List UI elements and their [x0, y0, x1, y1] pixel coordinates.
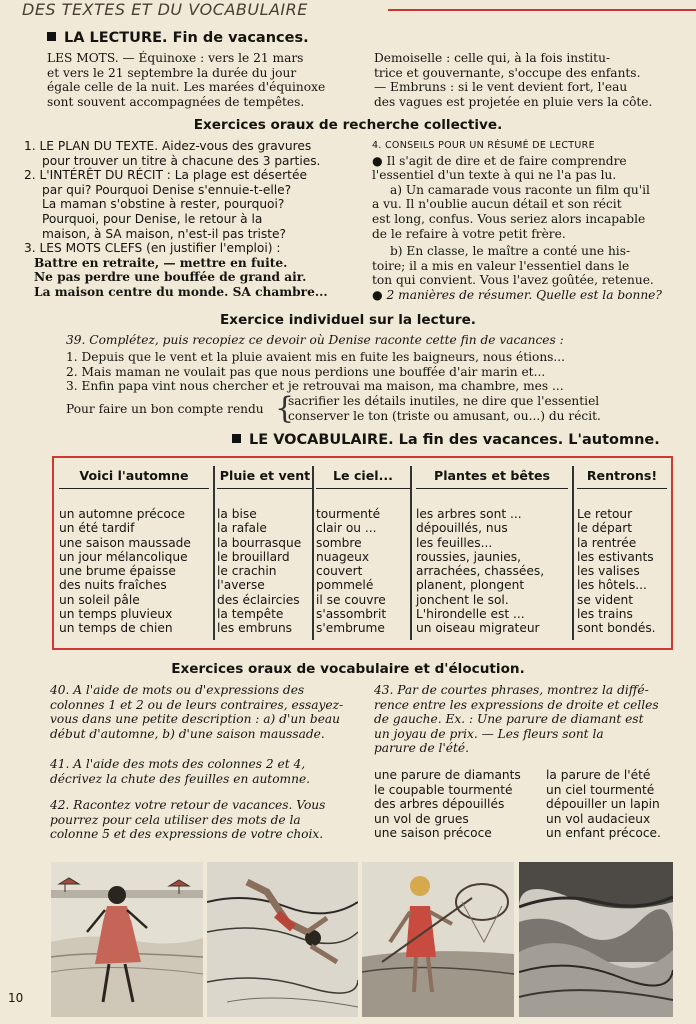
vocab-list — [217, 507, 313, 636]
vocab-item: des nuits fraîches — [59, 578, 167, 593]
vocab-item: les estivants — [577, 549, 654, 564]
vocab-item: dépouillés, nus — [416, 521, 508, 536]
column-divider — [572, 466, 574, 640]
vocab-item: la tempête — [217, 607, 284, 622]
oraux-right-column: 4. CONSEILS POUR UN RÉSUMÉ DE LECTURE ● Il s'agit de dire et de faire comprendre l'essentiel d'un texte à qui ne l'a pas lu. a) Un camarade vous raconte un film qu'il a vu. Il n'oublie aucun détail et son récit est long, confus. Vous seriez alors incapable de le refaire à votre petit frère. b) En classe, le maître a conté une his- toire; il a mis en valeur l'essentiel dans le ton qui convient. Vous l'avez goûtée, retenue. ● 2 manières de résumer. Quelle est la bonne? — [372, 140, 662, 302]
lecture-definitions-left: LES MOTS. — Équinoxe : vers le 21 mars et vers le 21 septembre la durée du jour égale celle de la nuit. Les marées d'équinoxe sont souvent accompagnées de tempêtes. — [47, 51, 326, 109]
vocab-item: clair ou ... — [316, 521, 377, 536]
vocab-item: un oiseau migrateur — [416, 621, 540, 636]
vocab-item: un été tardif — [59, 521, 135, 536]
vocab-list — [59, 507, 209, 636]
page-header: DES TEXTES ET DU VOCABULAIRE — [22, 0, 308, 19]
compte-rendu-rules: sacrifier les détails inutiles, ne dire que l'essentiel conserver le ton (triste ou amusant, ou...) du récit. — [288, 394, 601, 423]
exercise-39-items: 1. Depuis que le vent et la pluie avaient mis en fuite les baigneurs, nous étions... 2. Mais maman ne voulait pas que nous perdions une bouffée d'air marin et... 3. Enfin papa vint nous chercher et je retrouvai ma maison, ma chambre, mes ... — [66, 350, 566, 394]
vocab-item: la bise — [217, 507, 257, 521]
column-divider — [213, 466, 215, 640]
brace-icon: { — [275, 391, 295, 426]
exercise-39: 39. Complétez, puis recopiez ce devoir où Denise raconte cette fin de vacances : — [66, 333, 564, 347]
vocab-col-header: Le ciel... — [316, 466, 410, 489]
vocab-item: des éclaircies — [217, 592, 300, 607]
page-number: 10 — [8, 991, 24, 1005]
exercise-41: 41. A l'aide des mots des colonnes 2 et 4, décrivez la chute des feuilles en automne. — [50, 757, 311, 786]
illustration-swimmer — [207, 862, 358, 1017]
oraux-title: Exercices oraux de recherche collective. — [193, 117, 503, 133]
vocab-item: sont bondés. — [577, 621, 656, 636]
vocab-column-5 — [577, 466, 667, 640]
header-rule — [388, 9, 696, 11]
vocab-list — [577, 507, 667, 636]
vocab-item: la bourrasque — [217, 535, 302, 550]
elocution-title: Exercices oraux de vocabulaire et d'élocution. — [171, 661, 525, 677]
lecture-title: LA LECTURE. Fin de vacances. — [47, 30, 309, 46]
vocab-item: le départ — [577, 521, 632, 536]
vocab-item: un temps de chien — [59, 621, 173, 636]
bullet-square-icon — [232, 434, 241, 443]
vocab-table — [52, 456, 673, 650]
vocab-item: une saison maussade — [59, 535, 191, 550]
vocab-item: les valises — [577, 564, 640, 579]
vocab-column-4 — [416, 466, 568, 640]
vocab-list — [416, 507, 568, 636]
vocab-item: la rafale — [217, 521, 267, 536]
vocab-item: pommelé — [316, 578, 374, 593]
vocab-item: les feuilles... — [416, 535, 493, 550]
vocab-item: s'assombrit — [316, 607, 387, 622]
vocab-col-header: Voici l'automne — [59, 466, 209, 489]
vocab-item: il se couvre — [316, 592, 386, 607]
vocab-item: s'embrume — [316, 621, 385, 636]
vocab-item: un temps pluvieux — [59, 607, 173, 622]
vocab-item: planent, plongent — [416, 578, 525, 593]
illustration-stormy-sea — [519, 862, 673, 1017]
vocab-column-3 — [316, 466, 410, 640]
vocab-column-2 — [217, 466, 313, 640]
vocab-item: nuageux — [316, 549, 370, 564]
vocab-item: sombre — [316, 535, 362, 550]
bullet-square-icon — [47, 32, 56, 41]
vocab-item: les hôtels... — [577, 578, 647, 593]
column-divider — [312, 466, 314, 640]
pairs-right: la parure de l'été un ciel tourmenté dépouiller un lapin un vol audacieux un enfant précoce. — [546, 768, 661, 841]
vocab-item: se vident — [577, 592, 634, 607]
exercise-43: 43. Par de courtes phrases, montrez la diffé- rence entre les expressions de droite et celles de gauche. Ex. : Une parure de diamant est un joyau de prix. — Les fleurs sont la parure de l'été. — [374, 683, 659, 756]
vocab-list — [316, 507, 410, 636]
vocab-column-1 — [59, 466, 209, 640]
vocab-item: L'hirondelle est ... — [416, 607, 525, 622]
pairs-left: une parure de diamants le coupable tourmenté des arbres dépouillés un vol de grues une saison précoce — [374, 768, 521, 841]
vocab-item: arrachées, chassées, — [416, 564, 545, 579]
vocab-item: un soleil pâle — [59, 592, 140, 607]
illustration-girl-with-net — [362, 862, 514, 1017]
exercise-40: 40. A l'aide de mots ou d'expressions des colonnes 1 et 2 ou de leurs contraires, essayez- vous dans une petite description : a) d'un beau début d'automne, b) d'une saison maussade. — [50, 683, 344, 741]
vocab-item: une brume épaisse — [59, 564, 176, 579]
vocab-item: les embruns — [217, 621, 293, 636]
vocab-item: le brouillard — [217, 549, 290, 564]
vocab-item: la rentrée — [577, 535, 637, 550]
vocab-item: les arbres sont ... — [416, 507, 522, 521]
vocab-item: un automne précoce — [59, 507, 186, 521]
vocab-item: Le retour — [577, 507, 633, 521]
vocab-item: jonchent le sol. — [416, 592, 509, 607]
vocab-col-header: Plantes et bêtes — [416, 466, 568, 489]
vocab-col-header: Pluie et vent — [217, 466, 313, 489]
compte-rendu-label: Pour faire un bon compte rendu — [66, 402, 264, 416]
vocab-item: les trains — [577, 607, 633, 622]
vocab-item: tourmenté — [316, 507, 381, 521]
illustration-girl-on-beach — [51, 862, 203, 1017]
vocab-item: un jour mélancolique — [59, 549, 188, 564]
vocab-item: couvert — [316, 564, 363, 579]
exercise-42: 42. Racontez votre retour de vacances. Vous pourrez pour cela utiliser des mots de la colonne 5 et des expressions de votre choix. — [50, 798, 326, 842]
oraux-left-column: 1. LE PLAN DU TEXTE. Aidez-vous des gravures pour trouver un titre à chacune des 3 parties. 2. L'INTÉRÊT DU RÉCIT : La plage est désertée par qui? Pourquoi Denise s'ennuie-t-elle? La maman s'obstine à rester, pourquoi? Pourquoi, pour Denise, le retour à la maison, à SA maison, n'est-il pas triste? 3. LES MOTS CLEFS (en justifier l'emploi) : Battre en retraite, — mettre en fuite. Ne pas perdre une bouffée de grand air. La maison centre du monde. SA chambre... — [24, 139, 328, 299]
vocab-item: l'averse — [217, 578, 265, 593]
vocab-item: roussies, jaunies, — [416, 549, 522, 564]
vocab-item: le crachin — [217, 564, 277, 579]
individuel-title: Exercice individuel sur la lecture. — [220, 312, 476, 328]
vocab-title: LE VOCABULAIRE. La fin des vacances. L'automne. — [232, 432, 660, 448]
column-divider — [410, 466, 412, 640]
lecture-definitions-right: Demoiselle : celle qui, à la fois institu- trice et gouvernante, s'occupe des enfants. — Embruns : si le vent devient fort, l'eau des vagues est projetée en pluie vers la côte. — [374, 51, 653, 109]
vocab-col-header: Rentrons! — [577, 466, 667, 489]
